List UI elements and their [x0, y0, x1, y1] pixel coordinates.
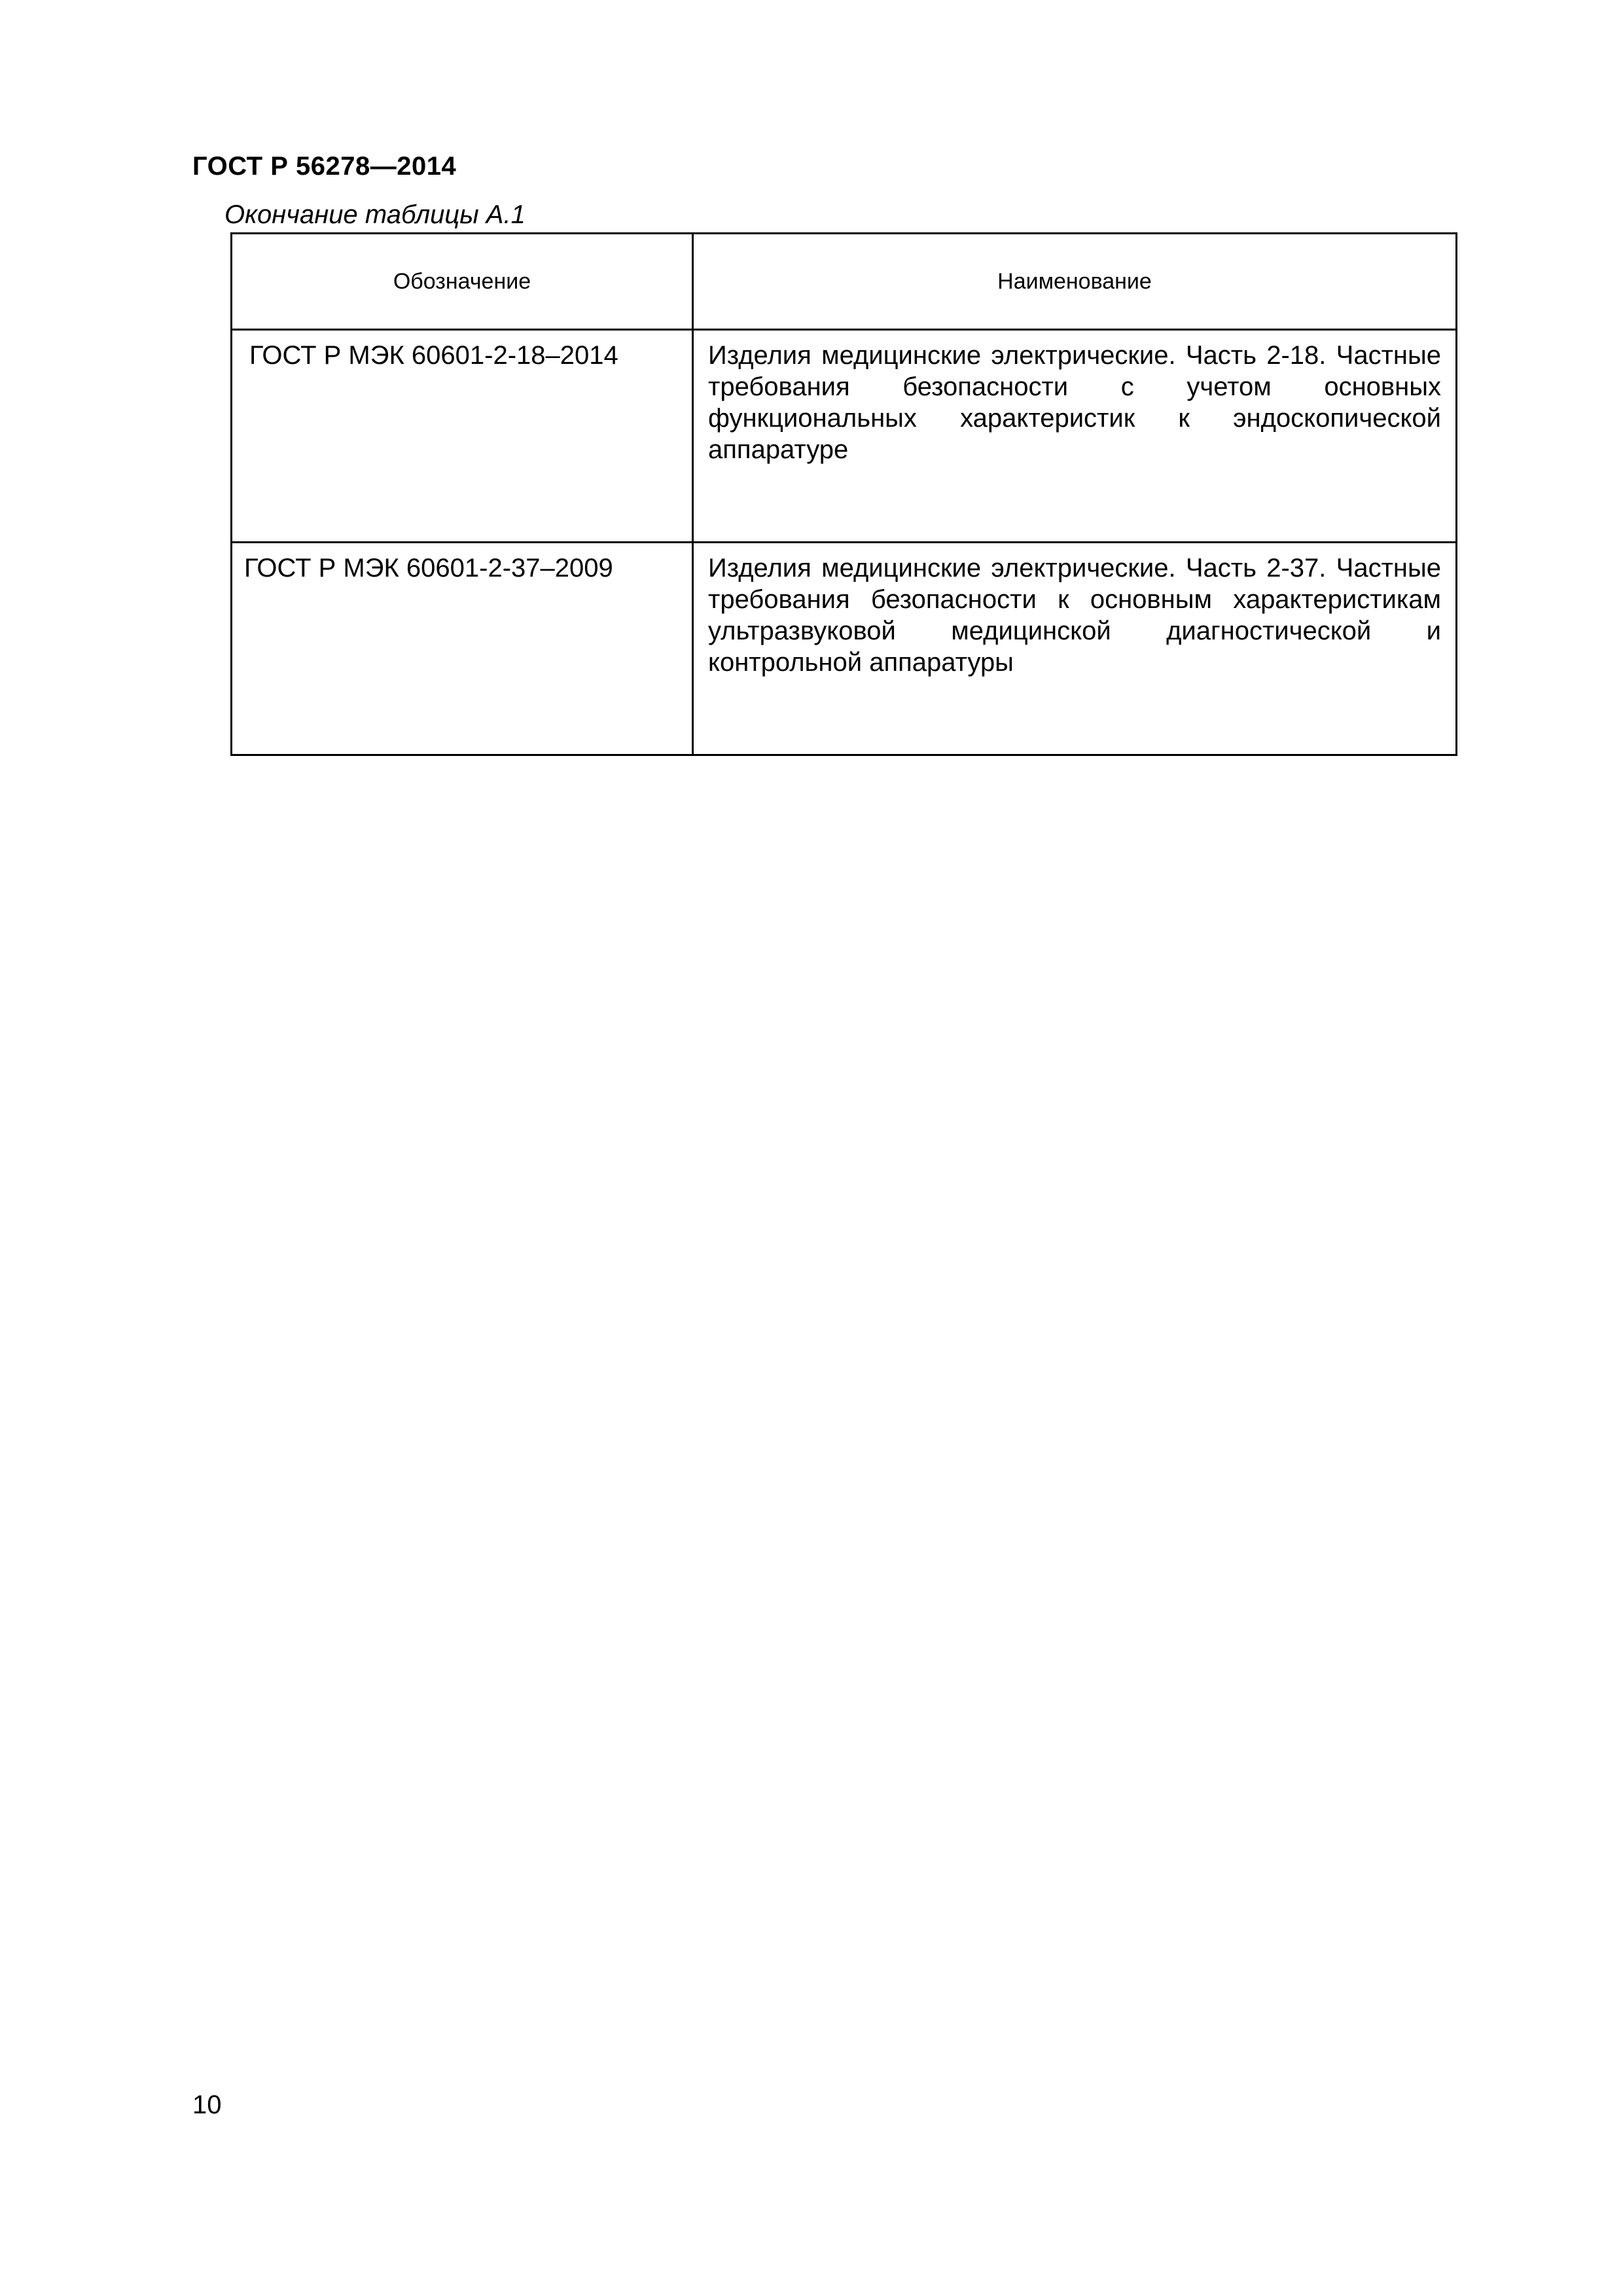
- standard-designation: ГОСТ Р МЭК 60601-2-18–2014: [232, 330, 693, 543]
- standard-name: Изделия медицинские электрические. Часть 2-18. Частные требования безопасности с учетом основных функциональных характеристик к эндоскопической аппаратуре: [693, 330, 1457, 543]
- standard-name: Изделия медицинские электрические. Часть 2-37. Частные требования безопасности к основным характеристикам ультразвуковой медицинской диагностической и контрольной аппаратуры: [693, 543, 1457, 755]
- table-row: [232, 330, 1457, 543]
- table-row: [232, 543, 1457, 755]
- table-caption: Окончание таблицы А.1: [224, 200, 526, 229]
- standard-designation: ГОСТ Р МЭК 60601-2-37–2009: [232, 543, 693, 755]
- column-header-name: Наименование: [693, 234, 1457, 330]
- page-number: 10: [192, 2090, 222, 2119]
- standards-table: [230, 232, 1457, 756]
- document-code: ГОСТ Р 56278—2014: [192, 152, 457, 181]
- table-header-row: [232, 234, 1457, 330]
- column-header-designation: Обозначение: [232, 234, 693, 330]
